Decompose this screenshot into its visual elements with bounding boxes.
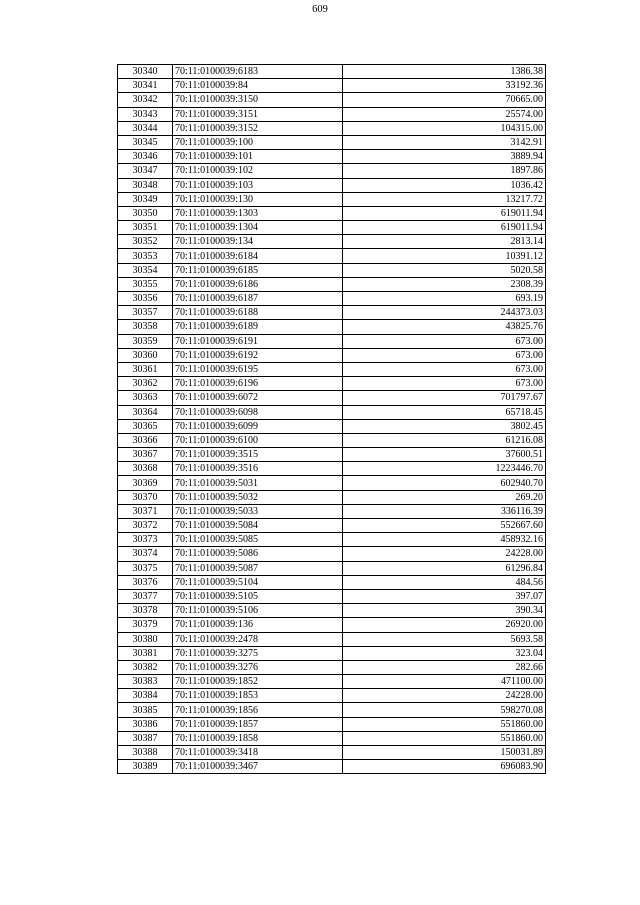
value-cell: 5020.58 <box>343 263 546 277</box>
value-cell: 150031.89 <box>343 746 546 760</box>
table-row <box>118 604 546 618</box>
cadastral-number-cell: 70:11:0100039:100 <box>173 135 343 149</box>
value-cell: 484.56 <box>343 575 546 589</box>
cadastral-number-cell: 70:11:0100039:3150 <box>173 93 343 107</box>
table-row <box>118 746 546 760</box>
cadastral-number-cell: 70:11:0100039:3516 <box>173 462 343 476</box>
cadastral-number-cell: 70:11:0100039:1853 <box>173 689 343 703</box>
table-row <box>118 249 546 263</box>
table-row <box>118 334 546 348</box>
table-row <box>118 717 546 731</box>
cadastral-number-cell: 70:11:0100039:5104 <box>173 575 343 589</box>
row-number-cell: 30353 <box>118 249 173 263</box>
table-row <box>118 93 546 107</box>
row-number-cell: 30345 <box>118 135 173 149</box>
value-cell: 1386.38 <box>343 65 546 79</box>
table-row <box>118 632 546 646</box>
value-cell: 43825.76 <box>343 320 546 334</box>
cadastral-number-cell: 70:11:0100039:6099 <box>173 419 343 433</box>
table-row <box>118 731 546 745</box>
cadastral-number-cell: 70:11:0100039:136 <box>173 618 343 632</box>
table-row <box>118 178 546 192</box>
row-number-cell: 30385 <box>118 703 173 717</box>
row-number-cell: 30384 <box>118 689 173 703</box>
row-number-cell: 30343 <box>118 107 173 121</box>
value-cell: 24228.00 <box>343 689 546 703</box>
cadastral-number-cell: 70:11:0100039:130 <box>173 192 343 206</box>
row-number-cell: 30358 <box>118 320 173 334</box>
value-cell: 13217.72 <box>343 192 546 206</box>
table-row <box>118 150 546 164</box>
table-row <box>118 419 546 433</box>
value-cell: 551860.00 <box>343 731 546 745</box>
table-row <box>118 306 546 320</box>
cadastral-number-cell: 70:11:0100039:3152 <box>173 121 343 135</box>
value-cell: 471100.00 <box>343 675 546 689</box>
table-row <box>118 405 546 419</box>
cadastral-number-cell: 70:11:0100039:6183 <box>173 65 343 79</box>
value-cell: 397.07 <box>343 589 546 603</box>
row-number-cell: 30373 <box>118 533 173 547</box>
cadastral-number-cell: 70:11:0100039:6184 <box>173 249 343 263</box>
row-number-cell: 30349 <box>118 192 173 206</box>
cadastral-number-cell: 70:11:0100039:6098 <box>173 405 343 419</box>
cadastral-number-cell: 70:11:0100039:5085 <box>173 533 343 547</box>
table-row <box>118 519 546 533</box>
row-number-cell: 30386 <box>118 717 173 731</box>
cadastral-number-cell: 70:11:0100039:5031 <box>173 476 343 490</box>
row-number-cell: 30376 <box>118 575 173 589</box>
table-row <box>118 192 546 206</box>
value-cell: 619011.94 <box>343 221 546 235</box>
table-row <box>118 362 546 376</box>
table-row <box>118 675 546 689</box>
table-row <box>118 107 546 121</box>
cadastral-number-cell: 70:11:0100039:134 <box>173 235 343 249</box>
table-row <box>118 646 546 660</box>
table-row <box>118 433 546 447</box>
row-number-cell: 30381 <box>118 646 173 660</box>
cadastral-number-cell: 70:11:0100039:1304 <box>173 221 343 235</box>
value-cell: 551860.00 <box>343 717 546 731</box>
row-number-cell: 30356 <box>118 292 173 306</box>
cadastral-number-cell: 70:11:0100039:6187 <box>173 292 343 306</box>
row-number-cell: 30352 <box>118 235 173 249</box>
cadastral-number-cell: 70:11:0100039:3467 <box>173 760 343 774</box>
value-cell: 336116.39 <box>343 504 546 518</box>
table-row <box>118 79 546 93</box>
value-cell: 673.00 <box>343 334 546 348</box>
cadastral-number-cell: 70:11:0100039:2478 <box>173 632 343 646</box>
value-cell: 26920.00 <box>343 618 546 632</box>
row-number-cell: 30344 <box>118 121 173 135</box>
table-row <box>118 476 546 490</box>
row-number-cell: 30389 <box>118 760 173 774</box>
row-number-cell: 30346 <box>118 150 173 164</box>
cadastral-number-cell: 70:11:0100039:103 <box>173 178 343 192</box>
row-number-cell: 30362 <box>118 377 173 391</box>
row-number-cell: 30361 <box>118 362 173 376</box>
value-cell: 24228.00 <box>343 547 546 561</box>
cadastral-number-cell: 70:11:0100039:1852 <box>173 675 343 689</box>
row-number-cell: 30368 <box>118 462 173 476</box>
cadastral-number-cell: 70:11:0100039:5087 <box>173 561 343 575</box>
row-number-cell: 30377 <box>118 589 173 603</box>
value-cell: 65718.45 <box>343 405 546 419</box>
row-number-cell: 30380 <box>118 632 173 646</box>
parcel-table <box>117 64 546 774</box>
value-cell: 33192.36 <box>343 79 546 93</box>
value-cell: 3802.45 <box>343 419 546 433</box>
table-row <box>118 760 546 774</box>
value-cell: 673.00 <box>343 377 546 391</box>
table-row <box>118 561 546 575</box>
page-number: 609 <box>312 4 328 15</box>
table-row <box>118 504 546 518</box>
cadastral-number-cell: 70:11:0100039:5105 <box>173 589 343 603</box>
value-cell: 458932.16 <box>343 533 546 547</box>
row-number-cell: 30351 <box>118 221 173 235</box>
cadastral-number-cell: 70:11:0100039:1857 <box>173 717 343 731</box>
value-cell: 10391.12 <box>343 249 546 263</box>
cadastral-number-cell: 70:11:0100039:3151 <box>173 107 343 121</box>
table-row <box>118 320 546 334</box>
table-row <box>118 660 546 674</box>
row-number-cell: 30383 <box>118 675 173 689</box>
row-number-cell: 30367 <box>118 448 173 462</box>
table-row <box>118 462 546 476</box>
row-number-cell: 30357 <box>118 306 173 320</box>
row-number-cell: 30360 <box>118 348 173 362</box>
row-number-cell: 30355 <box>118 277 173 291</box>
cadastral-number-cell: 70:11:0100039:6186 <box>173 277 343 291</box>
cadastral-number-cell: 70:11:0100039:6196 <box>173 377 343 391</box>
parcel-table-body <box>118 65 546 774</box>
value-cell: 552667.60 <box>343 519 546 533</box>
table-row <box>118 448 546 462</box>
cadastral-number-cell: 70:11:0100039:101 <box>173 150 343 164</box>
cadastral-number-cell: 70:11:0100039:1856 <box>173 703 343 717</box>
cadastral-number-cell: 70:11:0100039:5084 <box>173 519 343 533</box>
value-cell: 104315.00 <box>343 121 546 135</box>
table-row <box>118 689 546 703</box>
value-cell: 673.00 <box>343 348 546 362</box>
table-row <box>118 221 546 235</box>
table-row <box>118 263 546 277</box>
row-number-cell: 30363 <box>118 391 173 405</box>
row-number-cell: 30382 <box>118 660 173 674</box>
cadastral-number-cell: 70:11:0100039:6195 <box>173 362 343 376</box>
row-number-cell: 30388 <box>118 746 173 760</box>
row-number-cell: 30371 <box>118 504 173 518</box>
row-number-cell: 30359 <box>118 334 173 348</box>
value-cell: 61296.84 <box>343 561 546 575</box>
row-number-cell: 30387 <box>118 731 173 745</box>
table-row <box>118 490 546 504</box>
row-number-cell: 30369 <box>118 476 173 490</box>
row-number-cell: 30350 <box>118 206 173 220</box>
value-cell: 1897.86 <box>343 164 546 178</box>
row-number-cell: 30342 <box>118 93 173 107</box>
cadastral-number-cell: 70:11:0100039:6191 <box>173 334 343 348</box>
value-cell: 25574.00 <box>343 107 546 121</box>
table-row <box>118 618 546 632</box>
value-cell: 1036.42 <box>343 178 546 192</box>
cadastral-number-cell: 70:11:0100039:3275 <box>173 646 343 660</box>
row-number-cell: 30341 <box>118 79 173 93</box>
value-cell: 70665.00 <box>343 93 546 107</box>
value-cell: 61216.08 <box>343 433 546 447</box>
cadastral-number-cell: 70:11:0100039:5033 <box>173 504 343 518</box>
value-cell: 696083.90 <box>343 760 546 774</box>
value-cell: 619011.94 <box>343 206 546 220</box>
row-number-cell: 30347 <box>118 164 173 178</box>
table-row <box>118 292 546 306</box>
value-cell: 323.04 <box>343 646 546 660</box>
row-number-cell: 30375 <box>118 561 173 575</box>
cadastral-number-cell: 70:11:0100039:1858 <box>173 731 343 745</box>
cadastral-number-cell: 70:11:0100039:5032 <box>173 490 343 504</box>
row-number-cell: 30372 <box>118 519 173 533</box>
cadastral-number-cell: 70:11:0100039:3515 <box>173 448 343 462</box>
table-row <box>118 206 546 220</box>
value-cell: 282.66 <box>343 660 546 674</box>
cadastral-number-cell: 70:11:0100039:3418 <box>173 746 343 760</box>
row-number-cell: 30354 <box>118 263 173 277</box>
value-cell: 701797.67 <box>343 391 546 405</box>
table-row <box>118 377 546 391</box>
value-cell: 244373.03 <box>343 306 546 320</box>
cadastral-number-cell: 70:11:0100039:84 <box>173 79 343 93</box>
value-cell: 37600.51 <box>343 448 546 462</box>
row-number-cell: 30340 <box>118 65 173 79</box>
table-row <box>118 589 546 603</box>
cadastral-number-cell: 70:11:0100039:6100 <box>173 433 343 447</box>
table-row <box>118 277 546 291</box>
table-row <box>118 348 546 362</box>
cadastral-number-cell: 70:11:0100039:1303 <box>173 206 343 220</box>
row-number-cell: 30366 <box>118 433 173 447</box>
table-row <box>118 533 546 547</box>
value-cell: 390.34 <box>343 604 546 618</box>
row-number-cell: 30365 <box>118 419 173 433</box>
cadastral-number-cell: 70:11:0100039:6185 <box>173 263 343 277</box>
value-cell: 3142.91 <box>343 135 546 149</box>
cadastral-number-cell: 70:11:0100039:6192 <box>173 348 343 362</box>
table-row <box>118 235 546 249</box>
cadastral-number-cell: 70:11:0100039:6189 <box>173 320 343 334</box>
value-cell: 673.00 <box>343 362 546 376</box>
value-cell: 2308.39 <box>343 277 546 291</box>
value-cell: 2813.14 <box>343 235 546 249</box>
cadastral-number-cell: 70:11:0100039:6072 <box>173 391 343 405</box>
cadastral-number-cell: 70:11:0100039:102 <box>173 164 343 178</box>
value-cell: 602940.70 <box>343 476 546 490</box>
table-row <box>118 547 546 561</box>
row-number-cell: 30378 <box>118 604 173 618</box>
row-number-cell: 30370 <box>118 490 173 504</box>
row-number-cell: 30364 <box>118 405 173 419</box>
cadastral-number-cell: 70:11:0100039:3276 <box>173 660 343 674</box>
table-row <box>118 135 546 149</box>
table-row <box>118 391 546 405</box>
table-row <box>118 121 546 135</box>
value-cell: 1223446.70 <box>343 462 546 476</box>
value-cell: 5693.58 <box>343 632 546 646</box>
table-row <box>118 164 546 178</box>
value-cell: 598270.08 <box>343 703 546 717</box>
table-row <box>118 575 546 589</box>
value-cell: 3889.94 <box>343 150 546 164</box>
cadastral-number-cell: 70:11:0100039:5106 <box>173 604 343 618</box>
table-row <box>118 703 546 717</box>
cadastral-number-cell: 70:11:0100039:6188 <box>173 306 343 320</box>
value-cell: 693.19 <box>343 292 546 306</box>
cadastral-number-cell: 70:11:0100039:5086 <box>173 547 343 561</box>
table-row <box>118 65 546 79</box>
row-number-cell: 30379 <box>118 618 173 632</box>
row-number-cell: 30348 <box>118 178 173 192</box>
value-cell: 269.20 <box>343 490 546 504</box>
row-number-cell: 30374 <box>118 547 173 561</box>
